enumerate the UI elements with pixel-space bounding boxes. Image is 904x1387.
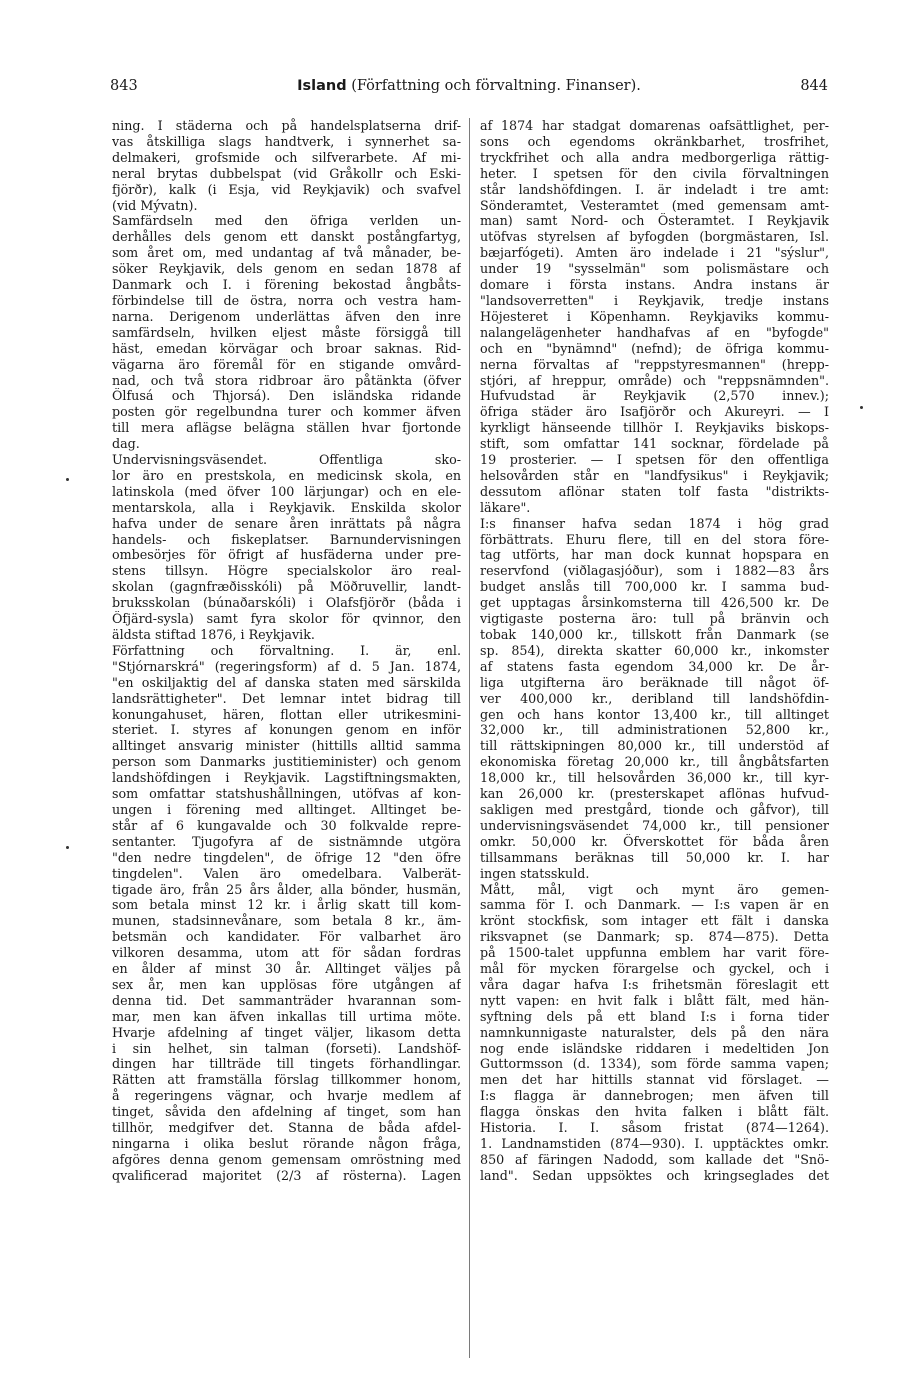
text-line: Rätten att framställa förslag tillkommer honom, <box>112 1072 461 1088</box>
text-line: skolan (gagnfræðisskóli) på Möðruvellir, landt- <box>112 579 461 595</box>
text-line: Öfjärd-sysla) samt fyra skolor för qvinnor, den <box>112 611 461 627</box>
text-line: I:s flagga är dannebrogen; men äfven till <box>480 1088 829 1104</box>
text-line: kan 26,000 kr. (presterskapet aflönas hufvud- <box>480 786 829 802</box>
text-line: står af 6 kungavalde och 30 folkvalde repre- <box>112 817 461 833</box>
text-line: dessutom aflönar staten tolf fasta "distrikts- <box>480 483 829 499</box>
text-line: liga utgifterna äro beräknade till något öf- <box>480 674 829 690</box>
text-line: flagga önskas den hvita falken i blått fält. <box>480 1104 829 1120</box>
text-line: förbindelse till de östra, norra och vestra ham- <box>112 292 461 308</box>
text-line: latinskola (med öfver 100 lärjungar) och en ele- <box>112 483 461 499</box>
text-line: krönt stockfisk, som intager ett fält i danska <box>480 913 829 929</box>
text-line: vas åtskilliga slags handtverk, i synnerhet sa- <box>112 133 461 149</box>
text-line: ningarna i olika beslut rörande någon fråga, <box>112 1136 461 1151</box>
text-line: land". Sedan uppsöktes och kringseglades det <box>480 1167 829 1183</box>
text-line: som betala minst 12 kr. i årlig skatt till kom- <box>112 897 461 913</box>
text-line: konungahuset, hären, flottan eller utrikesmini- <box>112 706 461 722</box>
text-line: omkr. 50,000 kr. Öfverskottet för båda åren <box>480 833 829 849</box>
text-line: Höjesteret i Köpenhamn. Reykjaviks kommu- <box>480 308 829 324</box>
text-line: get upptagas årsinkomsterna till 426,500 kr. De <box>480 595 829 611</box>
text-line: Mått, mål, vigt och mynt äro gemen- <box>480 881 829 897</box>
text-line: lor äro en prestskola, en medicinsk skola, en <box>112 467 461 483</box>
text-line: 850 af färingen Nadodd, som kallade det "Snö- <box>480 1151 829 1167</box>
text-line: domare i första instans. Andra instans är <box>480 277 829 293</box>
text-line: 1. Landnamstiden (874—930). I. upptäcktes omkr. <box>480 1136 829 1151</box>
text-line: Hufvudstad är Reykjavik (2,570 innev.); <box>480 388 829 404</box>
text-line: men det har hittills stannat vid förslaget. — <box>480 1072 829 1088</box>
text-line: vigtigaste posterna äro: tull på bränvin och <box>480 611 829 627</box>
text-line: Samfärdseln med den öfriga verlden un- <box>112 213 461 229</box>
left-column <box>112 118 461 1358</box>
text-line: hafva under de senare åren inrättats på några <box>112 515 461 531</box>
text-line: man) samt Nord- och Österamtet. I Reykjavik <box>480 213 829 229</box>
text-line: till mera aflägse belägna ställen hvar fjortonde <box>112 420 461 436</box>
text-line: läkare". <box>480 499 531 515</box>
text-line: ekonomiska företag 20,000 kr., till ångbåtsfarten <box>480 754 829 770</box>
text-line: (vid Mývatn). <box>112 197 198 213</box>
text-line: steriet. I. styres af konungen genom en inför <box>112 722 461 738</box>
text-line: å regeringens vägnar, och hvarje medlem af <box>112 1088 461 1104</box>
column-divider <box>469 118 470 1358</box>
page-number-left: 843 <box>110 78 138 94</box>
text-line: förbättrats. Ehuru flere, till en del stora före- <box>480 531 829 547</box>
text-line: Sönderamtet, Vesteramtet (med gemensam amt- <box>480 197 829 213</box>
text-line: vägarna äro föremål för en stigande omvård- <box>112 356 461 372</box>
text-line: kyrkligt hänseende tillhör I. Reykjaviks biskops- <box>480 420 829 436</box>
text-line: och en "bynämnd" (nefnd); de öfriga kommu- <box>480 340 829 356</box>
text-line: 32,000 kr., till administrationen 52,800 kr., <box>480 722 829 738</box>
text-line: landsrättigheter". Det lemnar intet bidrag till <box>112 690 461 706</box>
text-line: som året om, med undantag af två månader, be- <box>112 245 461 261</box>
text-line: Historia. I. I. såsom fristat (874—1264). <box>480 1120 829 1136</box>
text-line: häst, emedan körvägar och broar saknas. Rid- <box>112 340 461 356</box>
text-line: tillsammans beräknas till 50,000 kr. I. har <box>480 849 829 865</box>
text-line: denna tid. Det sammanträder hvarannan som- <box>112 992 461 1008</box>
text-line: Hvarje afdelning af tinget väljer, likasom detta <box>112 1024 461 1040</box>
text-line: 18,000 kr., till helsovården 36,000 kr., till kyr- <box>480 770 829 786</box>
text-line: delmakeri, grofsmide och silfverarbete. Af mi- <box>112 149 461 165</box>
text-line: gen och hans kontor 13,400 kr., till alltinget <box>480 706 829 722</box>
right-column <box>480 118 829 1358</box>
text-line: stift, som omfattar 141 socknar, fördelade på <box>480 436 829 452</box>
text-line: sakligen med prestgård, tionde och gåfvor), till <box>480 801 829 817</box>
text-line: dag. <box>112 436 140 452</box>
text-line: tag utförts, har man dock kunnat hopspara en <box>480 547 829 563</box>
text-line: sentanter. Tjugofyra af de sistnämnde utgöra <box>112 833 461 849</box>
text-line: vilkoren desamma, utom att för sådan fordras <box>112 945 461 961</box>
text-line: nad, och två stora ridbroar äro påtänkta (öfver <box>112 372 461 388</box>
text-line: bæjarfógeti). Amten äro indelade i 21 "sýslur", <box>480 245 829 261</box>
text-line: Författning och förvaltning. I. är, enl. <box>112 642 461 658</box>
text-line: munen, stadsinnevånare, som betala 8 kr., äm- <box>112 913 461 929</box>
text-line: öfriga städer äro Isafjörðr och Akureyri. — I <box>480 404 829 420</box>
text-line: undervisningsväsendet 74,000 kr., till pensioner <box>480 817 829 833</box>
text-line: dingen har tillträde till tingets förhandlingar. <box>112 1056 461 1072</box>
text-line: samfärdseln, hvilken eljest måste försiggå till <box>112 324 461 340</box>
text-line: Guttormsson (d. 1334), som förde samma vapen; <box>480 1056 829 1072</box>
text-line: alltinget ansvarig minister (hittills alltid samma <box>112 738 461 754</box>
text-line: helsovården står en "landfysikus" i Reykjavik; <box>480 467 829 483</box>
text-line: tryckfrihet och alla andra medborgerliga rättig- <box>480 149 829 165</box>
text-line: nog ende isländske riddaren i medeltiden Jon <box>480 1040 829 1056</box>
text-line: narna. Derigenom underlättas äfven den inre <box>112 308 461 324</box>
running-title-subject: (Författning och förvaltning. Finanser). <box>351 78 641 94</box>
text-line: står landshöfdingen. I. är indeladt i tre amt: <box>480 181 829 197</box>
text-line: fjörðr), kalk (i Esja, vid Reykjavik) och svafvel <box>112 181 461 197</box>
text-line: "landsoverretten" i Reykjavik, tredje instans <box>480 292 829 308</box>
text-line: tobak 140,000 kr., tillskott från Danmark (se <box>480 627 829 642</box>
text-line: sp. 854), direkta skatter 60,000 kr., inkomster <box>480 642 829 658</box>
text-line: ombesörjes för öfrigt af husfäderna under pre- <box>112 547 461 563</box>
text-line: Ölfusá och Thjorsá). Den isländska ridande <box>112 388 461 404</box>
text-line: derhålles dels genom ett danskt postångfartyg, <box>112 229 461 245</box>
text-line: ungen i förening med alltinget. Alltinget be- <box>112 801 461 817</box>
page-number-right: 844 <box>800 78 828 94</box>
text-line: ingen statsskuld. <box>480 865 590 881</box>
text-line: utöfvas styrelsen af byfogden (borgmästaren, Isl. <box>480 229 829 245</box>
text-line: tingdelen". Valen äro omedelbara. Valberät- <box>112 865 461 881</box>
text-line: 19 prosterier. — I spetsen för den offentliga <box>480 452 829 468</box>
text-line: neral brytas dubbelspat (vid Gråkollr och Eski- <box>112 165 461 181</box>
text-line: nalangelägenheter handhafvas af en "byfogde" <box>480 324 829 340</box>
page-header <box>110 78 828 102</box>
text-line: sons och egendoms okränkbarhet, trosfrihet, <box>480 133 829 149</box>
text-line: äldsta stiftad 1876, i Reykjavik. <box>112 627 315 642</box>
text-line: som omfattar statshushållningen, utöfvas af kon- <box>112 786 461 802</box>
text-line: Undervisningsväsendet. Offentliga sko- <box>112 452 461 468</box>
text-line: qvalificerad majoritet (2/3 af rösterna). Lagen <box>112 1167 461 1183</box>
text-line: nytt vapen: en hvit falk i blått fält, med hän- <box>480 992 829 1008</box>
running-title <box>110 78 828 94</box>
text-line: ning. I städerna och på handelsplatserna drif- <box>112 118 461 133</box>
text-line: heter. I spetsen för den civila förvaltningen <box>480 165 829 181</box>
text-line: mar, men kan äfven inkallas till urtima möte. <box>112 1008 461 1024</box>
text-line: betsmän och kandidater. För valbarhet äro <box>112 929 461 945</box>
text-line: bruksskolan (búnaðarskóli) i Olafsfjörðr (båda i <box>112 595 461 611</box>
running-title-keyword: Island <box>297 78 347 94</box>
text-line: riksvapnet (se Danmark; sp. 874—875). Detta <box>480 929 829 945</box>
text-line: söker Reykjavik, dels genom en sedan 1878 af <box>112 261 461 277</box>
text-line: "en oskiljaktig del af danska staten med särskilda <box>112 674 461 690</box>
text-line: samma för I. och Danmark. — I:s vapen är en <box>480 897 829 913</box>
margin-mark <box>66 478 69 481</box>
text-line: "den nedre tingdelen", de öfrige 12 "den öfre <box>112 849 461 865</box>
text-line: Danmark och I. i förening bekostad ångbåts- <box>112 277 461 293</box>
text-line: "Stjórnarskrá" (regeringsform) af d. 5 Jan. 1874, <box>112 658 461 674</box>
text-line: stjóri, af hreppur, område) och "reppsnämnden". <box>480 372 829 388</box>
text-line: reservfond (viðlagasjóður), som i 1882—83 års <box>480 563 829 579</box>
text-line: tigade äro, från 25 års ålder, alla bönder, husmän, <box>112 881 461 897</box>
text-line: nerna förvaltas af "reppstyresmannen" (hrepp- <box>480 356 829 372</box>
text-line: tinget, såvida den afdelning af tinget, som han <box>112 1104 461 1120</box>
text-line: våra dagar hafva I:s frihetsmän föreslagit ett <box>480 976 829 992</box>
text-line: en ålder af minst 30 år. Alltinget väljes på <box>112 961 461 977</box>
text-line: budget anslås till 700,000 kr. I samma bud- <box>480 579 829 595</box>
text-line: syftning dels på ett bland I:s i forna tider <box>480 1008 829 1024</box>
text-line: landshöfdingen i Reykjavik. Lagstiftningsmakten, <box>112 770 461 786</box>
text-line: ver 400,000 kr., deribland till landshöfdin- <box>480 690 829 706</box>
text-line: i sin helhet, sin talman (forseti). Landshöf- <box>112 1040 461 1056</box>
margin-mark <box>860 406 863 409</box>
text-line: mål för mycken förargelse och gyckel, och i <box>480 961 829 977</box>
text-line: I:s finanser hafva sedan 1874 i hög grad <box>480 515 829 531</box>
text-line: handels- och fiskeplatser. Barnundervisningen <box>112 531 461 547</box>
margin-mark <box>66 846 69 849</box>
text-line: sex år, men kan upplösas före utgången af <box>112 976 461 992</box>
text-line: afgöres denna genom gemensam omröstning med <box>112 1151 461 1167</box>
text-line: tillhör, medgifver det. Stanna de båda afdel- <box>112 1120 461 1136</box>
text-line: posten gör regelbundna turer och kommer äfven <box>112 404 461 420</box>
text-line: mentarskola, alla i Reykjavik. Enskilda skolor <box>112 499 461 515</box>
text-line: stens tillsyn. Högre specialskolor äro real- <box>112 563 461 579</box>
text-line: af 1874 har stadgat domarenas oafsättlighet, per- <box>480 118 829 133</box>
text-line: person som Danmarks justitieminister) och genom <box>112 754 461 770</box>
text-line: af statens fasta egendom 34,000 kr. De år- <box>480 658 829 674</box>
text-line: till rättskipningen 80,000 kr., till understöd af <box>480 738 829 754</box>
text-line: namnkunnigaste naturalster, dels på den nära <box>480 1024 829 1040</box>
text-line: under 19 "sysselmän" som polismästare och <box>480 261 829 277</box>
text-line: på 1500-talet uppfunna emblem har varit före- <box>480 945 829 961</box>
